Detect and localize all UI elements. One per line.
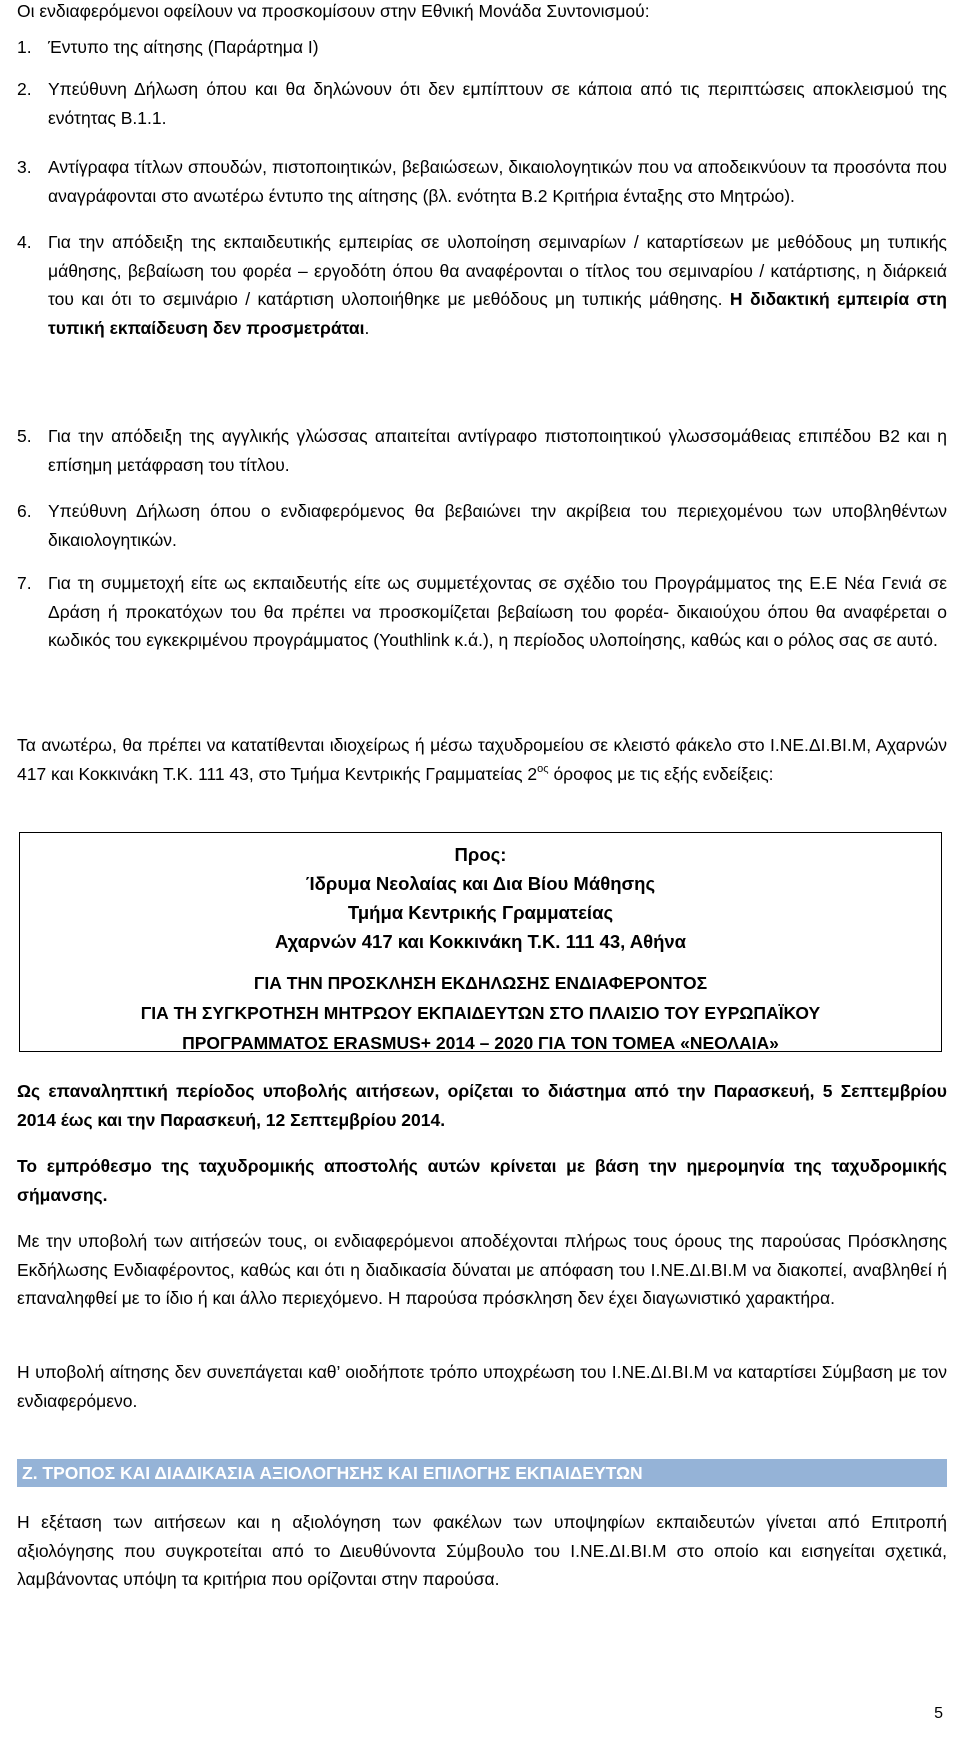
list-text: Για τη συμμετοχή είτε ως εκπαιδευτής είτε ως συμμετέχοντας σε σχέδιο του Προγράμματος της Ε.Ε Νέα Γενιά σε Δράση ή προκατόχων του θα πρέπει να προσκομίζεται βεβαίωση του φορέα- δικαιούχου όπου θα αναφέρεται ο κωδικός του εγκεκριμένου προγράμματος (Youthlink κ.ά.), η περίοδος υλοποίησης, καθώς και ο ρόλος σας σε αυτό. [48, 573, 947, 650]
submission-paragraph [17, 731, 947, 788]
section-heading: Ζ. ΤΡΟΠΟΣ ΚΑΙ ΔΙΑΔΙΚΑΣΙΑ ΑΞΙΟΛΟΓΗΣΗΣ ΚΑΙ ΕΠΙΛΟΓΗΣ ΕΚΠΑΙΔΕΥΤΩΝ [17, 1459, 947, 1487]
list-text [48, 228, 947, 342]
submission-superscript: ος [537, 762, 549, 775]
address-caps-line-1: ΓΙΑ ΤΗΝ ΠΡΟΣΚΛΗΣΗ ΕΚΔΗΛΩΣΗΣ ΕΝΔΙΑΦΕΡΟΝΤΟΣ [253, 973, 708, 993]
list-number: 1. [17, 37, 32, 57]
address-caps-line-2: ΓΙΑ ΤΗ ΣΥΓΚΡΟΤΗΣΗ ΜΗΤΡΩΟΥ ΕΚΠΑΙΔΕΥΤΩΝ ΣΤΟ ΠΛΑΙΣΙΟ ΤΟΥ ΕΥΡΩΠΑΪΚΟΥ [140, 1003, 821, 1023]
list-item-3 [17, 153, 947, 210]
list-text-body: Για την απόδειξη της εκπαιδευτικής εμπειρίας σε υλοποίηση σεμιναρίων / καταρτίσεων με μεθόδους μη τυπικής μάθησης, βεβαίωση του φορέα – εργοδότη όπου θα αναφέρονται ο τίτλος του σεμιναρίου / κατάρτισης, η διάρκειά του και ότι το σεμινάριο / κατάρτιση υλοποιήθηκε με μεθόδους μη τυπικής μάθησης. [48, 232, 947, 309]
list-text-emphasis: Η διδακτική εμπειρία στη τυπική εκπαίδευση δεν προσμετράται [48, 289, 947, 338]
submission-text: Τα ανωτέρω, θα πρέπει να κατατίθενται ιδιοχείρως ή μέσω ταχυδρομείου σε κλειστό φάκελο στο Ι.ΝΕ.ΔΙ.ΒΙ.Μ, Αχαρνών 417 και Κοκκινάκη Τ.Κ. 111 43, στο Τμήμα Κεντρικής Γραμματείας 2 [17, 735, 947, 784]
page-number: 5 [934, 1705, 943, 1722]
list-item-7 [17, 569, 947, 655]
submission-tail: όροφος με τις εξής ενδείξεις: [548, 763, 774, 784]
list-item-5 [17, 422, 947, 479]
list-text: Έντυπο της αίτησης (Παράρτημα Ι) [48, 37, 319, 57]
list-text-tail: . [364, 317, 370, 338]
address-department: Τμήμα Κεντρικής Γραμματείας [347, 902, 614, 923]
list-number: 3. [17, 157, 32, 177]
address-organization: Ίδρυμα Νεολαίας και Δια Βίου Μάθησης [305, 873, 656, 894]
obligation-paragraph: Η υποβολή αίτησης δεν συνεπάγεται καθ’ οιοδήποτε τρόπο υποχρέωση του Ι.ΝΕ.ΔΙ.ΒΙ.Μ να καταρτίσει Σύμβαση με τον ενδιαφερόμενο. [17, 1362, 947, 1411]
list-number: 2. [17, 79, 32, 99]
list-text: Αντίγραφα τίτλων σπουδών, πιστοποιητικών, βεβαιώσεων, δικαιολογητικών που να αποδεικνύουν τα προσόντα που αναγράφονται στο ανωτέρω έντυπο της αίτησης (βλ. ενότητα Β.2 Κριτήρια ένταξης στο Μητρώο). [48, 157, 947, 206]
list-item-1 [17, 33, 947, 62]
list-text: Για την απόδειξη της αγγλικής γλώσσας απαιτείται αντίγραφο πιστοποιητικού γλωσσομάθειας επιπέδου Β2 και η επίσημη μετάφραση του τίτλου. [48, 426, 947, 475]
list-number: 7. [17, 573, 32, 593]
list-number: 4. [17, 232, 32, 252]
list-text: Υπεύθυνη Δήλωση όπου ο ενδιαφερόμενος θα βεβαιώνει την ακρίβεια του περιεχομένου των υποβληθέντων δικαιολογητικών. [48, 501, 947, 550]
section-paragraph: Η εξέταση των αιτήσεων και η αξιολόγηση των φακέλων των υποψηφίων εκπαιδευτών γίνεται από Επιτροπή αξιολόγησης που συγκροτείται από το Διευθύνοντα Σύμβουλο του Ι.ΝΕ.ΔΙ.ΒΙ.Μ στο οποίο και εισηγείται σχετικά, λαμβάνοντας υπόψη τα κριτήρια που ορίζονται στην παρούσα. [17, 1512, 947, 1589]
list-number: 5. [17, 426, 32, 446]
list-text: Υπεύθυνη Δήλωση όπου και θα δηλώνουν ότι δεν εμπίπτουν σε κάποια από τις περιπτώσεις αποκλεισμού της ενότητας Β.1.1. [48, 79, 947, 128]
address-caps-line-3: ΠΡΟΓΡΑΜΜΑΤΟΣ ERASMUS+ 2014 – 2020 ΓΙΑ ΤΟΝ ΤΟΜΕΑ «ΝΕΟΛΑΙΑ» [182, 1033, 779, 1053]
list-item-4 [17, 228, 947, 342]
list-item-6 [17, 497, 947, 554]
address-street: Αχαρνών 417 και Κοκκινάκη Τ.Κ. 111 43, Αθήνα [274, 931, 687, 952]
address-box [19, 832, 942, 1052]
list-item-2 [17, 75, 947, 132]
postmark-paragraph: Το εμπρόθεσμο της ταχυδρομικής αποστολής αυτών κρίνεται με βάση την ημερομηνία της ταχυδρομικής σήμανσης. [17, 1156, 947, 1205]
list-number: 6. [17, 501, 32, 521]
address-to: Προς: [454, 844, 507, 865]
deadline-paragraph: Ως επαναληπτική περίοδος υποβολής αιτήσεων, ορίζεται το διάστημα από την Παρασκευή, 5 Σεπτεμβρίου 2014 έως και την Παρασκευή, 12 Σεπτεμβρίου 2014. [17, 1081, 947, 1130]
intro-text: Οι ενδιαφερόμενοι οφείλουν να προσκομίσουν στην Εθνική Μονάδα Συντονισμού: [17, 1, 650, 21]
acceptance-paragraph: Με την υποβολή των αιτήσεών τους, οι ενδιαφερόμενοι αποδέχονται πλήρως τους όρους της παρούσας Πρόσκλησης Εκδήλωσης Ενδιαφέροντος, καθώς και ότι η διαδικασία δύναται με απόφαση του Ι.ΝΕ.ΔΙ.ΒΙ.Μ να διακοπεί, αναβληθεί ή επαναληφθεί με το ίδιο ή και άλλο περιεχόμενο. Η παρούσα πρόσκληση δεν έχει διαγωνιστικό χαρακτήρα. [17, 1231, 947, 1308]
